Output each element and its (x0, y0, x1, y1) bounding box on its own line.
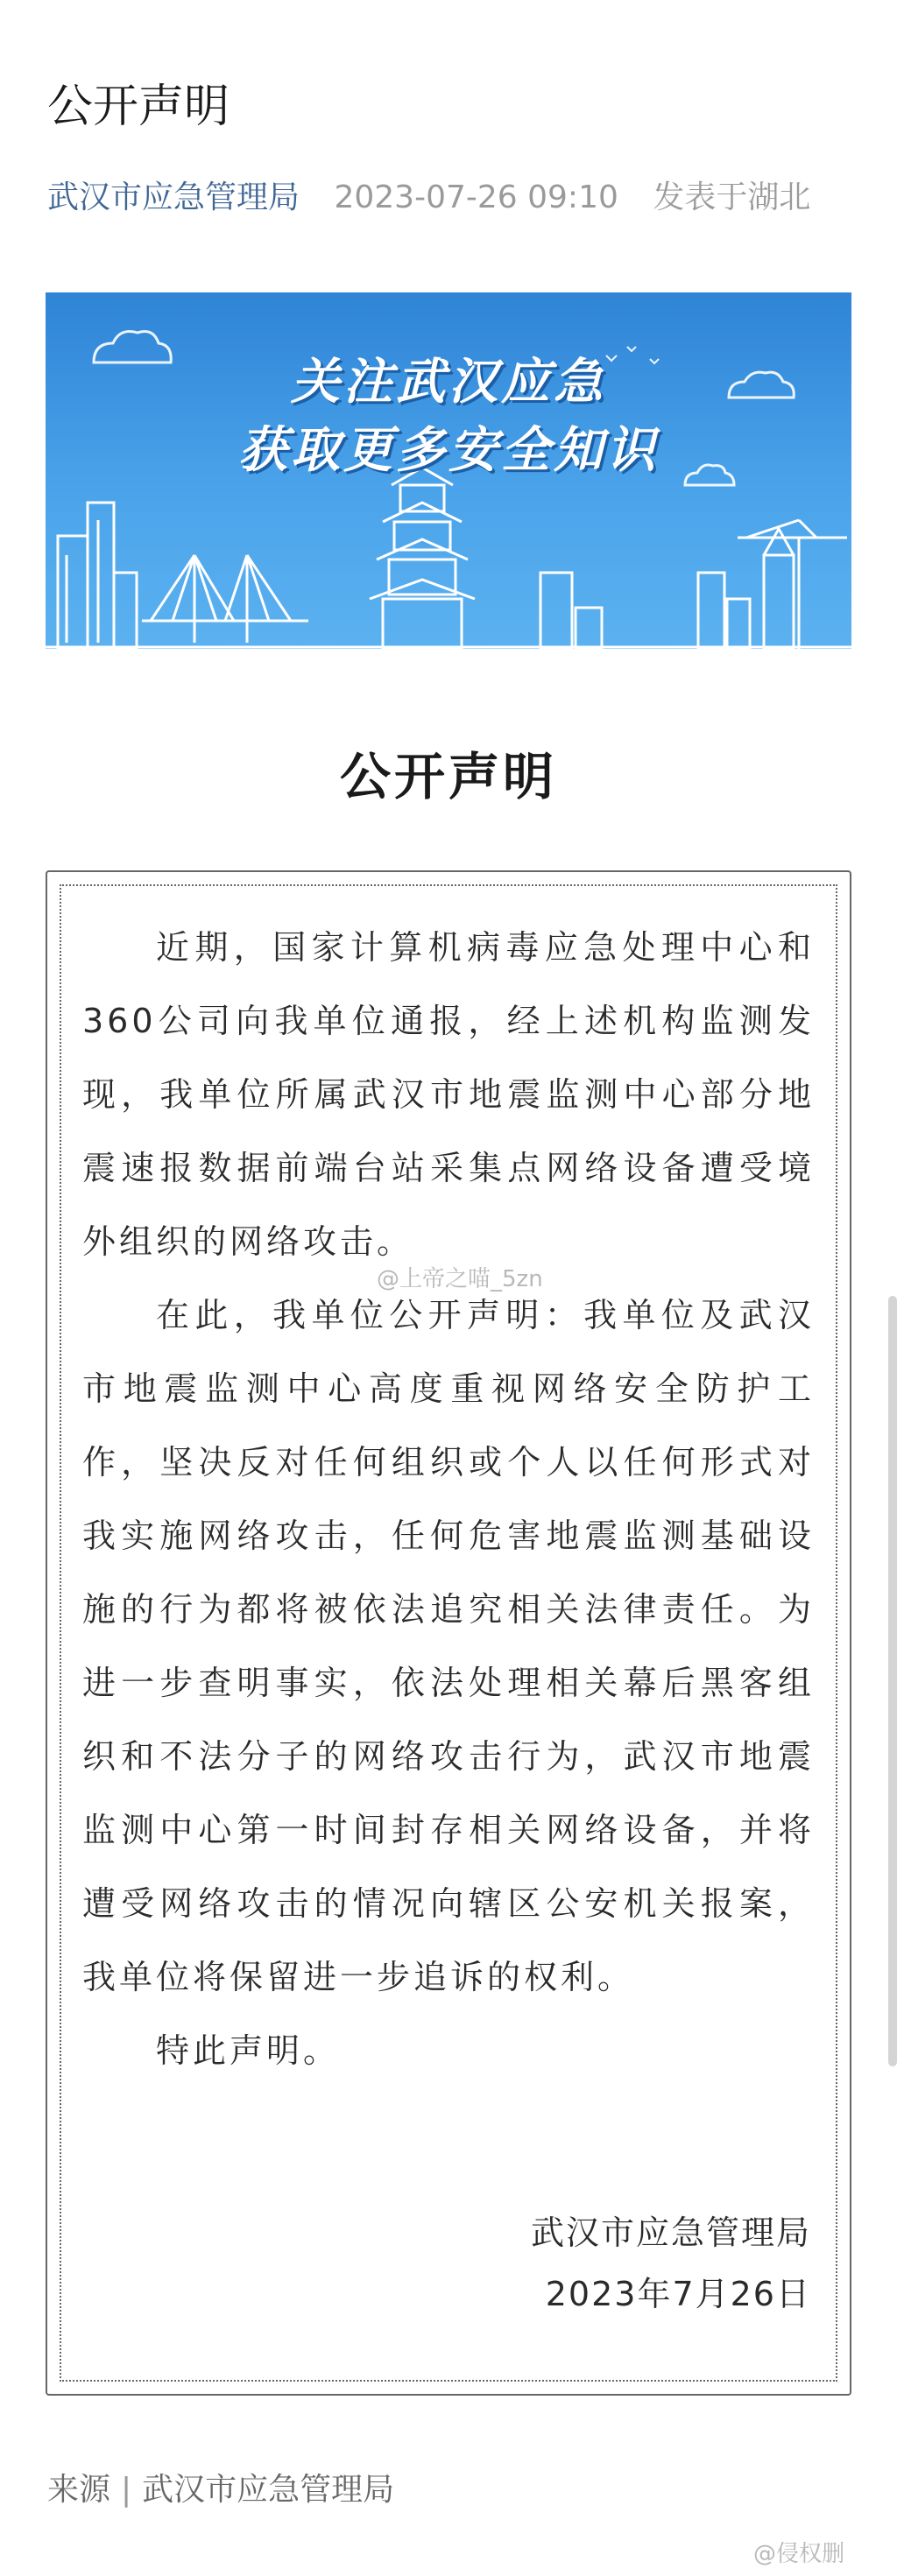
page-title: 公开声明 (47, 81, 230, 133)
source-name: 武汉市应急管理局 (142, 2472, 395, 2508)
article-meta (47, 172, 810, 224)
corner-watermark: @侵权删 (753, 2541, 845, 2567)
banner-headline: 关注武汉应急 (291, 354, 606, 411)
source-separator: | (121, 2472, 132, 2508)
statement-paragraph: 特此声明。 (156, 2031, 341, 2070)
image-watermark: @上帝之喵_5zn (377, 1266, 543, 1292)
promo-banner (46, 292, 851, 649)
document-heading: 公开声明 (339, 747, 557, 806)
publish-location: 发表于湖北 (653, 179, 811, 215)
publish-time: 2023-07-26 09:10 (334, 179, 618, 215)
author-link[interactable]: 武汉市应急管理局 (47, 179, 300, 215)
source-line (47, 2466, 394, 2515)
scrollbar-thumb[interactable] (888, 1296, 897, 2066)
statement-paragraph: 在此，我单位公开声明：我单位及武汉市地震监测中心高度重视网络安全防护工作，坚决反对任何组织或个人以任何形式对我实施网络攻击，任何危害地震监测基础设施的行为都将被依法追究相关法律责任。为进一步查明事实，依法处理相关幕后黑客组织和不法分子的网络攻击行为，武汉市地震监测中心第一时间封存相关网络设备，并将遭受网络攻击的情况向辖区公安机关报案，我单位将保留进一步追诉的权利。 (82, 1296, 815, 1996)
banner-subheadline: 获取更多安全知识 (238, 422, 659, 479)
signature-organization: 武汉市应急管理局 (530, 2214, 811, 2252)
source-label: 来源 (47, 2472, 111, 2508)
statement-paragraph: 近期，国家计算机病毒应急处理中心和360公司向我单位通报，经上述机构监测发现，我单位所属武汉市地震监测中心部分地震速报数据前端台站采集点网络设备遭受境外组织的网络攻击。 (82, 928, 815, 1261)
signature-date: 2023年7月26日 (545, 2275, 811, 2313)
